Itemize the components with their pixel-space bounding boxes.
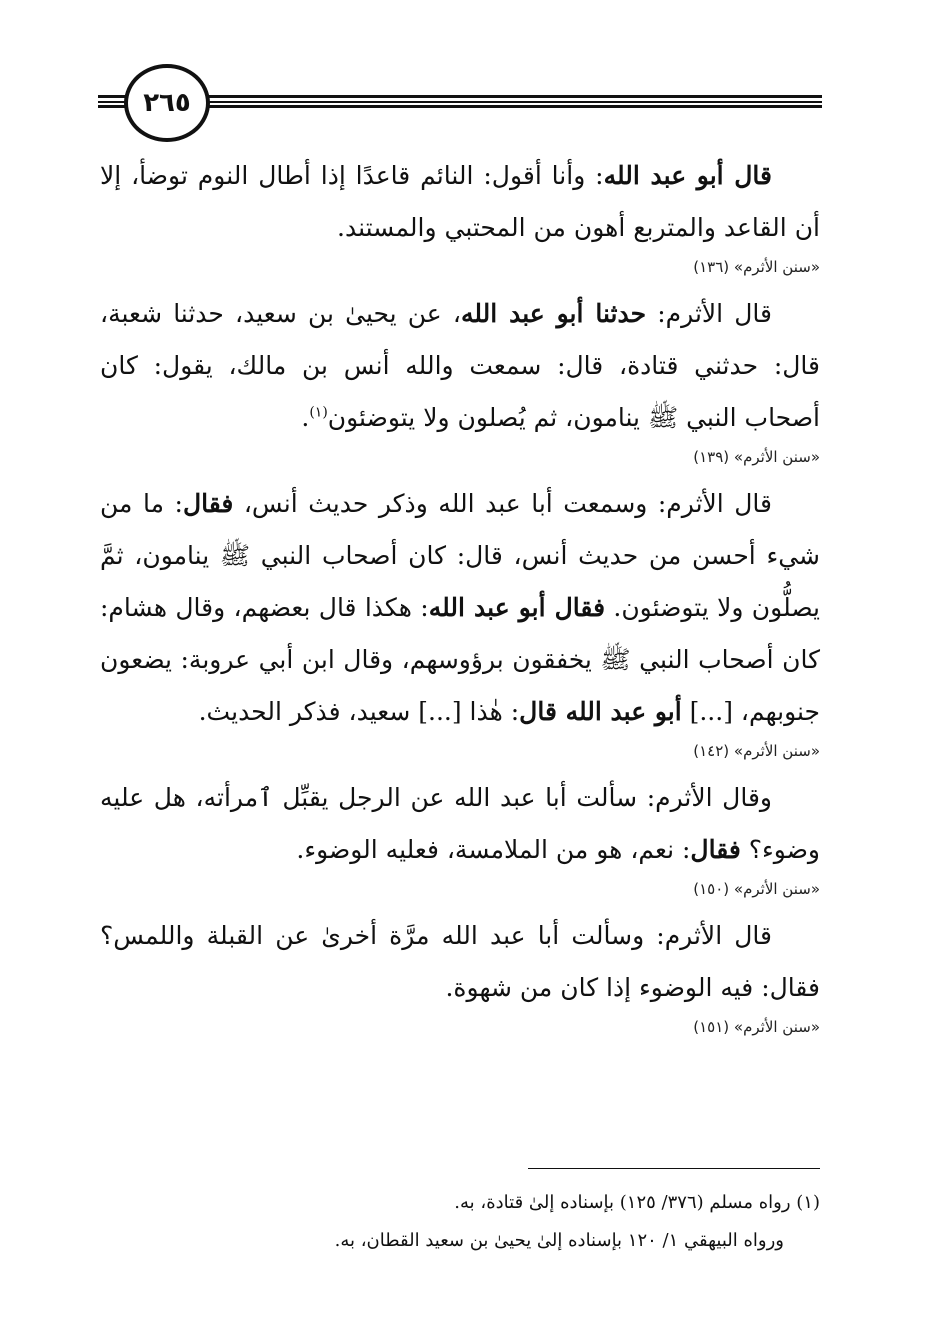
text-run: : نعم، هو من الملامسة، فعليه الوضوء. xyxy=(296,835,691,864)
text-run: وقال الأثرم: سألت أبا عبد الله عن الرجل يقبِّل ٱمرأته، هل عليه وضوء؟ xyxy=(100,783,820,864)
source-citation: «سنن الأثرم» (١٥١) xyxy=(693,1018,820,1036)
bold-phrase: فقال xyxy=(690,835,741,864)
main-text xyxy=(100,150,820,1048)
source-citation: «سنن الأثرم» (١٤٢) xyxy=(693,742,820,760)
text-run: : وأنا أقول: النائم قاعدًا إذا أطال النوم توضأ، إلا أن القاعد والمتربع أهون من المحتبي والمستند. xyxy=(100,161,820,242)
footnotes xyxy=(200,1184,820,1260)
paragraph xyxy=(100,478,820,738)
bold-phrase: فقال xyxy=(182,489,234,518)
bold-phrase: قال أبو عبد الله xyxy=(603,161,772,190)
footnote-1: (١) رواه مسلم (٣٧٦/ ١٢٥) بإسناده إلىٰ قتادة، به. xyxy=(454,1192,820,1213)
text-run: ، عن يحيىٰ بن سعيد، حدثنا شعبة، قال: حدثني قتادة، قال: سمعت والله أنس بن مالك، يقول: كان أصحاب النبي ﷺ ينامون، ثم يُصلون ولا يتوضئون xyxy=(100,299,820,432)
text-run: : ما من شيء أحسن من حديث أنس، قال: كان أصحاب النبي ﷺ ينامون، ثمَّ يصلُّون ولا يتوضئون. xyxy=(100,489,820,622)
footnote-ref[interactable]: (١) xyxy=(309,404,328,421)
footnote-separator xyxy=(528,1168,820,1169)
bold-phrase: حدثنا أبو عبد الله xyxy=(460,299,647,328)
text-run: . xyxy=(301,403,310,432)
text-run: قال الأثرم: وسألت أبا عبد الله مرَّة أخرىٰ عن القبلة واللمس؟ فقال: فيه الوضوء إذا كان من شهوة. xyxy=(100,921,820,1002)
paragraph xyxy=(100,772,820,876)
paragraph xyxy=(100,288,820,444)
footnote-1-continued: ورواه البيهقي ١/ ١٢٠ بإسناده إلىٰ يحيىٰ بن سعيد القطان، به. xyxy=(334,1230,784,1251)
text-run: : هكذا قال بعضهم، وقال هشام: كان أصحاب النبي ﷺ يخفقون برؤوسهم، وقال ابن أبي عروبة: يضعون جنوبهم، [...] xyxy=(100,593,820,726)
text-run: قال الأثرم: xyxy=(646,299,773,328)
bold-phrase: أبو عبد الله قال xyxy=(519,697,682,726)
paragraph xyxy=(100,910,820,1014)
paragraph xyxy=(100,150,820,254)
source-citation: «سنن الأثرم» (١٥٠) xyxy=(693,880,820,898)
page-number: ٢٦٥ xyxy=(124,64,210,142)
text-run: : هٰذا [...] سعيد، فذكر الحديث. xyxy=(198,697,520,726)
page-header xyxy=(98,62,822,152)
source-citation: «سنن الأثرم» (١٣٩) xyxy=(693,448,820,466)
source-citation: «سنن الأثرم» (١٣٦) xyxy=(693,258,820,276)
text-run: قال الأثرم: وسمعت أبا عبد الله وذكر حديث أنس، xyxy=(233,489,773,518)
bold-phrase: فقال أبو عبد الله xyxy=(428,593,606,622)
